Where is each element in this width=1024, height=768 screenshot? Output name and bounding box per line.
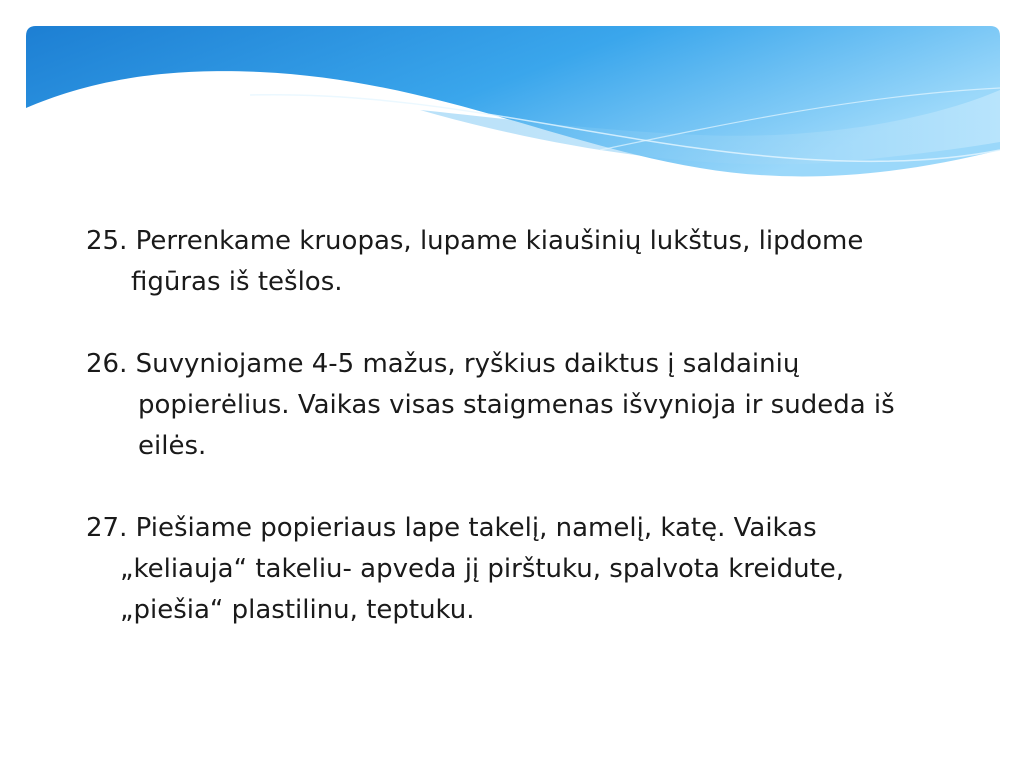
item-27-line-2: „keliauja“ takeliu- apveda jį pirštuku, spalvota kreidute, — [120, 554, 845, 584]
list-item-27 — [86, 508, 986, 631]
list-item-26 — [86, 344, 986, 467]
item-26-line-2: popierėlius. Vaikas visas staigmenas išvynioja ir sudeda iš — [138, 390, 895, 420]
item-26-line-1: 26. Suvyniojame 4-5 mažus, ryškius daiktus į saldainių — [86, 349, 800, 379]
item-27-line-3: „piešia“ plastilinu, teptuku. — [120, 595, 475, 625]
list-item-25 — [86, 221, 986, 303]
slide-body-text — [86, 221, 986, 631]
item-27-line-1: 27. Piešiame popieriaus lape takelį, namelį, katę. Vaikas — [86, 513, 817, 543]
item-25-line-2: figūras iš tešlos. — [131, 267, 343, 297]
item-25-line-1: 25. Perrenkame kruopas, lupame kiaušinių lukštus, lipdome — [86, 226, 864, 256]
item-26-line-3: eilės. — [138, 431, 207, 461]
header-wave-banner — [0, 0, 1024, 200]
